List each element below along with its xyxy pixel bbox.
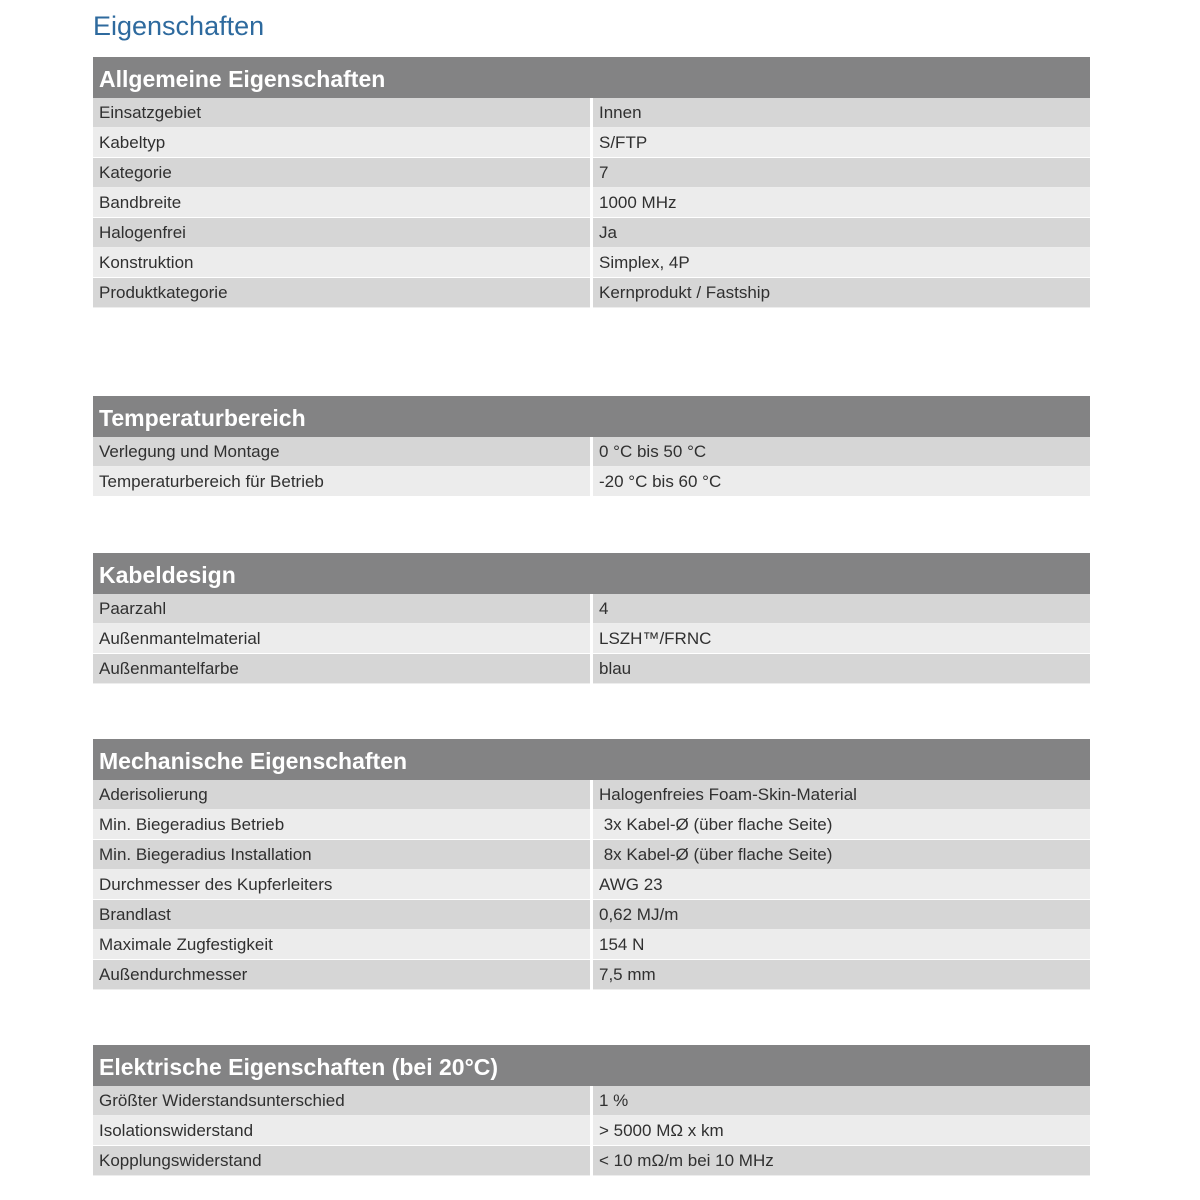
property-value: Simplex, 4P — [593, 248, 1090, 278]
property-label: Produktkategorie — [93, 278, 590, 308]
property-value: Ja — [593, 218, 1090, 248]
property-value: S/FTP — [593, 128, 1090, 158]
table-row — [93, 128, 1090, 158]
section-temperaturbereich — [93, 396, 1090, 497]
section-kabeldesign — [93, 553, 1090, 684]
property-value: < 10 mΩ/m bei 10 MHz — [593, 1146, 1090, 1176]
property-value: 1000 MHz — [593, 188, 1090, 218]
property-label: Temperaturbereich für Betrieb — [93, 467, 590, 497]
property-value: LSZH™/FRNC — [593, 624, 1090, 654]
property-label: Durchmesser des Kupferleiters — [93, 870, 590, 900]
property-value: 3x Kabel-Ø (über flache Seite) — [593, 810, 1090, 840]
property-label: Min. Biegeradius Betrieb — [93, 810, 590, 840]
property-value: 154 N — [593, 930, 1090, 960]
table-row — [93, 780, 1090, 810]
property-value: Innen — [593, 98, 1090, 128]
table-row — [93, 654, 1090, 684]
property-label: Außenmantelfarbe — [93, 654, 590, 684]
property-value: 7,5 mm — [593, 960, 1090, 990]
table-row — [93, 467, 1090, 497]
section-allgemeine-eigenschaften — [93, 57, 1090, 308]
property-value: 4 — [593, 594, 1090, 624]
section-header: Mechanische Eigenschaften — [93, 739, 1090, 780]
property-value: 8x Kabel-Ø (über flache Seite) — [593, 840, 1090, 870]
page-title: Eigenschaften — [93, 11, 265, 41]
table-row — [93, 248, 1090, 278]
property-label: Brandlast — [93, 900, 590, 930]
table-row — [93, 1086, 1090, 1116]
property-value: Halogenfreies Foam-Skin-Material — [593, 780, 1090, 810]
property-label: Halogenfrei — [93, 218, 590, 248]
property-value: -20 °C bis 60 °C — [593, 467, 1090, 497]
table-row — [93, 98, 1090, 128]
section-header: Kabeldesign — [93, 553, 1090, 594]
property-label: Konstruktion — [93, 248, 590, 278]
property-label: Maximale Zugfestigkeit — [93, 930, 590, 960]
property-label: Verlegung und Montage — [93, 437, 590, 467]
table-row — [93, 594, 1090, 624]
property-label: Bandbreite — [93, 188, 590, 218]
property-label: Größter Widerstandsunterschied — [93, 1086, 590, 1116]
section-elektrische-eigenschaften — [93, 1045, 1090, 1176]
property-value: Kernprodukt / Fastship — [593, 278, 1090, 308]
section-mechanische-eigenschaften — [93, 739, 1090, 990]
property-value: AWG 23 — [593, 870, 1090, 900]
section-header: Elektrische Eigenschaften (bei 20°C) — [93, 1045, 1090, 1086]
table-row — [93, 218, 1090, 248]
table-row — [93, 278, 1090, 308]
table-row — [93, 930, 1090, 960]
property-label: Isolationswiderstand — [93, 1116, 590, 1146]
table-row — [93, 1116, 1090, 1146]
table-row — [93, 870, 1090, 900]
property-label: Min. Biegeradius Installation — [93, 840, 590, 870]
table-row — [93, 960, 1090, 990]
property-label: Aderisolierung — [93, 780, 590, 810]
property-value: 0 °C bis 50 °C — [593, 437, 1090, 467]
property-value: blau — [593, 654, 1090, 684]
table-row — [93, 840, 1090, 870]
property-value: 0,62 MJ/m — [593, 900, 1090, 930]
table-row — [93, 1146, 1090, 1176]
property-label: Kopplungswiderstand — [93, 1146, 590, 1176]
section-header: Allgemeine Eigenschaften — [93, 57, 1090, 98]
section-header: Temperaturbereich — [93, 396, 1090, 437]
property-value: 7 — [593, 158, 1090, 188]
property-value: > 5000 MΩ x km — [593, 1116, 1090, 1146]
table-row — [93, 437, 1090, 467]
property-label: Kategorie — [93, 158, 590, 188]
property-label: Einsatzgebiet — [93, 98, 590, 128]
property-value: 1 % — [593, 1086, 1090, 1116]
table-row — [93, 624, 1090, 654]
property-label: Kabeltyp — [93, 128, 590, 158]
table-row — [93, 900, 1090, 930]
property-label: Außendurchmesser — [93, 960, 590, 990]
table-row — [93, 810, 1090, 840]
table-row — [93, 158, 1090, 188]
property-label: Paarzahl — [93, 594, 590, 624]
property-label: Außenmantelmaterial — [93, 624, 590, 654]
table-row — [93, 188, 1090, 218]
